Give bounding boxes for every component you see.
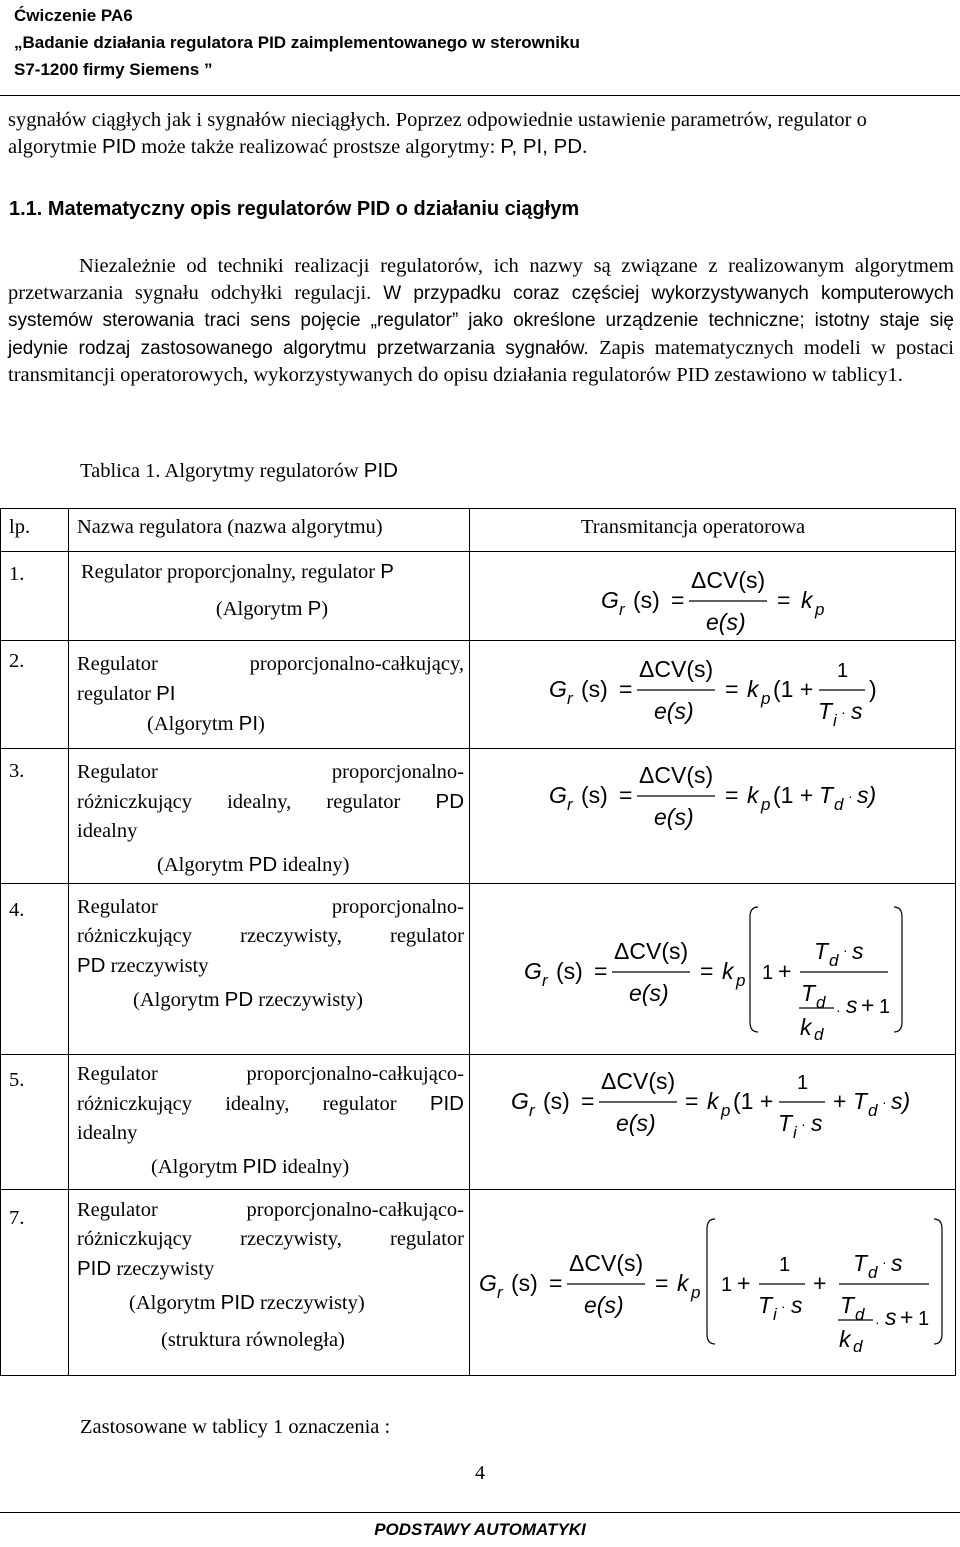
svg-text:=: = bbox=[725, 676, 739, 702]
svg-text:·: · bbox=[843, 942, 848, 958]
body-paragraph: Niezależnie od techniki realizacji regulatorów, ich nazwy są związane z realizowanym algorytmem przetwarzania sygnału odchyłki regulacji. W przypadku coraz częściej wykorzystywanych komputerowych systemów sterowania traci sens pojęcie „regulator” jako określone urządzenie techniczne; istotny staje się jedynie rodzaj zastosowanego algorytmu przetwarzania sygnałów. Zapis matematycznych modeli w postaci transmitancji operatorowych, wykorzystywanych do opisu działania regulatorów PID zestawiono w tablicy1. bbox=[8, 255, 954, 386]
svg-text:p: p bbox=[736, 971, 746, 990]
row-1-lp: 1. bbox=[9, 563, 25, 585]
svg-text:+: + bbox=[833, 1088, 847, 1114]
svg-text:T: T bbox=[853, 1088, 868, 1114]
svg-text:r: r bbox=[567, 795, 573, 814]
svg-text:(s): (s) bbox=[633, 587, 660, 613]
row-3-rule bbox=[1, 883, 955, 884]
svg-text:e(s): e(s) bbox=[654, 698, 694, 724]
svg-text:=: = bbox=[700, 958, 714, 984]
svg-text:=: = bbox=[619, 676, 633, 702]
svg-text:G: G bbox=[549, 782, 567, 808]
svg-text:G: G bbox=[601, 587, 619, 613]
table-header-rule bbox=[1, 551, 955, 552]
svg-text:T: T bbox=[818, 698, 833, 724]
svg-text:d: d bbox=[868, 1263, 878, 1282]
svg-text:k: k bbox=[747, 676, 759, 702]
svg-text:s: s bbox=[852, 938, 864, 964]
row-4-formula bbox=[516, 887, 916, 1047]
svg-text:G: G bbox=[549, 676, 567, 702]
svg-text:d: d bbox=[853, 1337, 863, 1356]
svg-text:s: s bbox=[791, 1292, 803, 1318]
svg-text:+: + bbox=[778, 958, 792, 984]
col-header-transfer: Transmitancja operatorowa bbox=[581, 516, 806, 538]
svg-text:e(s): e(s) bbox=[629, 980, 669, 1006]
row-7-name: Regulator proporcjonalno-całkująco- różniczkujący rzeczywisty, regulator PID rzeczywisty (Algorytm PID rzeczywisty) (struktura równoległa) bbox=[77, 1199, 464, 1351]
svg-text:1: 1 bbox=[721, 1274, 733, 1296]
svg-text:=: = bbox=[671, 587, 685, 613]
svg-text:k: k bbox=[839, 1326, 851, 1352]
svg-text:=: = bbox=[619, 782, 633, 808]
row-1-formula bbox=[589, 561, 889, 641]
row-1-rule bbox=[1, 640, 955, 641]
svg-text:d: d bbox=[814, 1025, 824, 1044]
svg-text:·: · bbox=[841, 704, 846, 720]
svg-text:e(s): e(s) bbox=[584, 1292, 624, 1318]
left-bracket bbox=[707, 1219, 715, 1344]
svg-text:T: T bbox=[853, 1250, 868, 1276]
svg-text:k: k bbox=[707, 1088, 719, 1114]
svg-text:1: 1 bbox=[837, 660, 849, 682]
table-vline-2 bbox=[469, 509, 470, 1375]
svg-text:p: p bbox=[721, 1101, 731, 1120]
svg-text:e(s): e(s) bbox=[654, 804, 694, 830]
svg-text:i: i bbox=[793, 1123, 797, 1142]
svg-text:r: r bbox=[542, 971, 548, 990]
exercise-subtitle-cont: S7-1200 firmy Siemens ” bbox=[14, 60, 213, 79]
svg-text:s: s bbox=[885, 1304, 897, 1330]
svg-text:1: 1 bbox=[797, 1072, 809, 1094]
svg-text:s: s bbox=[846, 992, 858, 1018]
svg-text:·: · bbox=[882, 1254, 887, 1270]
svg-text:p: p bbox=[761, 795, 771, 814]
svg-text:p: p bbox=[691, 1283, 701, 1302]
svg-text:1: 1 bbox=[879, 996, 891, 1018]
svg-text:1: 1 bbox=[918, 1308, 930, 1330]
row-4-lp: 4. bbox=[9, 899, 25, 921]
row-5-rule bbox=[1, 1189, 955, 1190]
header-rule bbox=[0, 95, 960, 96]
svg-text:d: d bbox=[855, 1305, 865, 1324]
row-7-lp: 7. bbox=[9, 1207, 25, 1229]
svg-text:T: T bbox=[778, 1110, 793, 1136]
exercise-subtitle: „Badanie działania regulatora PID zaimplementowanego w sterowniku bbox=[14, 33, 580, 52]
svg-text:r: r bbox=[567, 689, 573, 708]
svg-text:i: i bbox=[833, 711, 837, 730]
regulator-table bbox=[0, 508, 956, 1376]
row-2-lp: 2. bbox=[9, 650, 25, 672]
svg-text:=: = bbox=[725, 782, 739, 808]
svg-text:ΔCV(s): ΔCV(s) bbox=[601, 1068, 676, 1094]
svg-text:(1 +: (1 + bbox=[773, 676, 814, 702]
svg-text:+: + bbox=[861, 992, 875, 1018]
right-bracket bbox=[934, 1219, 942, 1344]
svg-text:s: s bbox=[891, 1250, 903, 1276]
footer-title: PODSTAWY AUTOMATYKI bbox=[374, 1520, 586, 1539]
svg-text:T: T bbox=[758, 1292, 773, 1318]
notation-intro: Zastosowane w tablicy 1 oznaczenia : bbox=[80, 1416, 391, 1438]
svg-text:·: · bbox=[836, 1002, 841, 1018]
svg-text:k: k bbox=[800, 1014, 812, 1040]
svg-text:d: d bbox=[829, 951, 839, 970]
svg-text:k: k bbox=[801, 587, 813, 613]
row-3-lp: 3. bbox=[9, 760, 25, 782]
right-bracket bbox=[894, 907, 902, 1032]
footer-rule bbox=[0, 1512, 960, 1513]
col-header-lp: lp. bbox=[9, 516, 31, 538]
svg-text:k: k bbox=[747, 782, 759, 808]
svg-text:s: s bbox=[811, 1110, 823, 1136]
row-2-formula bbox=[541, 649, 901, 734]
svg-text:s): s) bbox=[891, 1088, 911, 1114]
row-5-formula bbox=[503, 1055, 923, 1145]
svg-text:d: d bbox=[834, 795, 844, 814]
svg-text:T: T bbox=[840, 1292, 855, 1318]
svg-text:+: + bbox=[813, 1270, 827, 1296]
row-5-name: Regulator proporcjonalno-całkująco- różniczkujący idealny, regulator PID idealny (Algorytm PID idealny) bbox=[77, 1063, 464, 1178]
table-vline-1 bbox=[68, 509, 69, 1375]
svg-text:·: · bbox=[848, 788, 853, 804]
row-3-formula bbox=[541, 755, 901, 840]
svg-text:(1 +: (1 + bbox=[733, 1088, 774, 1114]
row-5-lp: 5. bbox=[9, 1069, 25, 1091]
svg-text:(1 +: (1 + bbox=[773, 782, 814, 808]
svg-text:T: T bbox=[814, 938, 829, 964]
svg-text:k: k bbox=[677, 1270, 689, 1296]
svg-text:G: G bbox=[524, 958, 542, 984]
svg-text:r: r bbox=[529, 1101, 535, 1120]
col-header-name: Nazwa regulatora (nazwa algorytmu) bbox=[77, 516, 383, 538]
svg-text:+: + bbox=[900, 1304, 914, 1330]
svg-text:G: G bbox=[479, 1270, 497, 1296]
svg-text:(s): (s) bbox=[581, 676, 608, 702]
svg-text:e(s): e(s) bbox=[706, 609, 746, 635]
svg-text:r: r bbox=[497, 1283, 503, 1302]
intro-paragraph: sygnałów ciągłych jak i sygnałów nieciągłych. Poprzez odpowiednie ustawienie parametrów, regulator o algorytmie PID może także realizować prostsze algorytmy: P, PI, PD. bbox=[8, 109, 867, 158]
row-7-formula bbox=[471, 1199, 951, 1359]
svg-text:ΔCV(s): ΔCV(s) bbox=[691, 567, 766, 593]
svg-text:G: G bbox=[511, 1088, 529, 1114]
svg-text:p: p bbox=[761, 689, 771, 708]
svg-text:T: T bbox=[801, 980, 816, 1006]
svg-text:·: · bbox=[801, 1116, 806, 1132]
svg-text:(s): (s) bbox=[556, 958, 583, 984]
svg-text:s: s bbox=[851, 698, 863, 724]
section-heading: 1.1. Matematyczny opis regulatorów PID o działaniu ciągłym bbox=[9, 198, 580, 220]
svg-text:(s): (s) bbox=[543, 1088, 570, 1114]
svg-text:ΔCV(s): ΔCV(s) bbox=[569, 1250, 644, 1276]
left-bracket bbox=[750, 907, 758, 1032]
svg-text:d: d bbox=[816, 993, 826, 1012]
row-2-name: Regulator proporcjonalno-całkujący, regulator PI (Algorytm PI) bbox=[77, 653, 464, 735]
svg-text:ΔCV(s): ΔCV(s) bbox=[639, 762, 714, 788]
svg-text:·: · bbox=[882, 1094, 887, 1110]
svg-text:s): s) bbox=[857, 782, 877, 808]
svg-text:(s): (s) bbox=[511, 1270, 538, 1296]
exercise-title: Ćwiczenie PA6 bbox=[14, 6, 133, 25]
svg-text:d: d bbox=[868, 1101, 878, 1120]
svg-text:=: = bbox=[777, 587, 791, 613]
svg-text:=: = bbox=[594, 958, 608, 984]
svg-text:1: 1 bbox=[762, 962, 774, 984]
svg-text:=: = bbox=[655, 1270, 669, 1296]
table-caption: Tablica 1. Algorytmy regulatorów PID bbox=[80, 459, 398, 482]
svg-text:+: + bbox=[737, 1270, 751, 1296]
row-2-rule bbox=[1, 748, 955, 749]
row-1-name: Regulator proporcjonalny, regulator P (Algorytm P) bbox=[81, 560, 394, 620]
svg-text:ΔCV(s): ΔCV(s) bbox=[639, 656, 714, 682]
svg-text:r: r bbox=[619, 600, 625, 619]
row-3-name: Regulator proporcjonalno- różniczkujący idealny, regulator PD idealny (Algorytm PD idealny) bbox=[77, 761, 464, 876]
svg-text:T: T bbox=[819, 782, 834, 808]
page-number: 4 bbox=[475, 1462, 485, 1484]
svg-text:): ) bbox=[869, 676, 877, 702]
svg-text:ΔCV(s): ΔCV(s) bbox=[614, 938, 689, 964]
svg-text:k: k bbox=[722, 958, 734, 984]
document-header bbox=[14, 2, 580, 83]
row-4-name: Regulator proporcjonalno- różniczkujący rzeczywisty, regulator PD rzeczywisty (Algorytm PD rzeczywisty) bbox=[77, 896, 464, 1011]
svg-text:=: = bbox=[685, 1088, 699, 1114]
svg-text:=: = bbox=[581, 1088, 595, 1114]
svg-text:p: p bbox=[815, 600, 825, 619]
svg-text:·: · bbox=[875, 1314, 880, 1330]
svg-text:(s): (s) bbox=[581, 782, 608, 808]
svg-text:1: 1 bbox=[779, 1254, 791, 1276]
svg-text:e(s): e(s) bbox=[616, 1110, 656, 1136]
svg-text:=: = bbox=[549, 1270, 563, 1296]
svg-text:·: · bbox=[781, 1298, 786, 1314]
svg-text:i: i bbox=[773, 1305, 777, 1324]
